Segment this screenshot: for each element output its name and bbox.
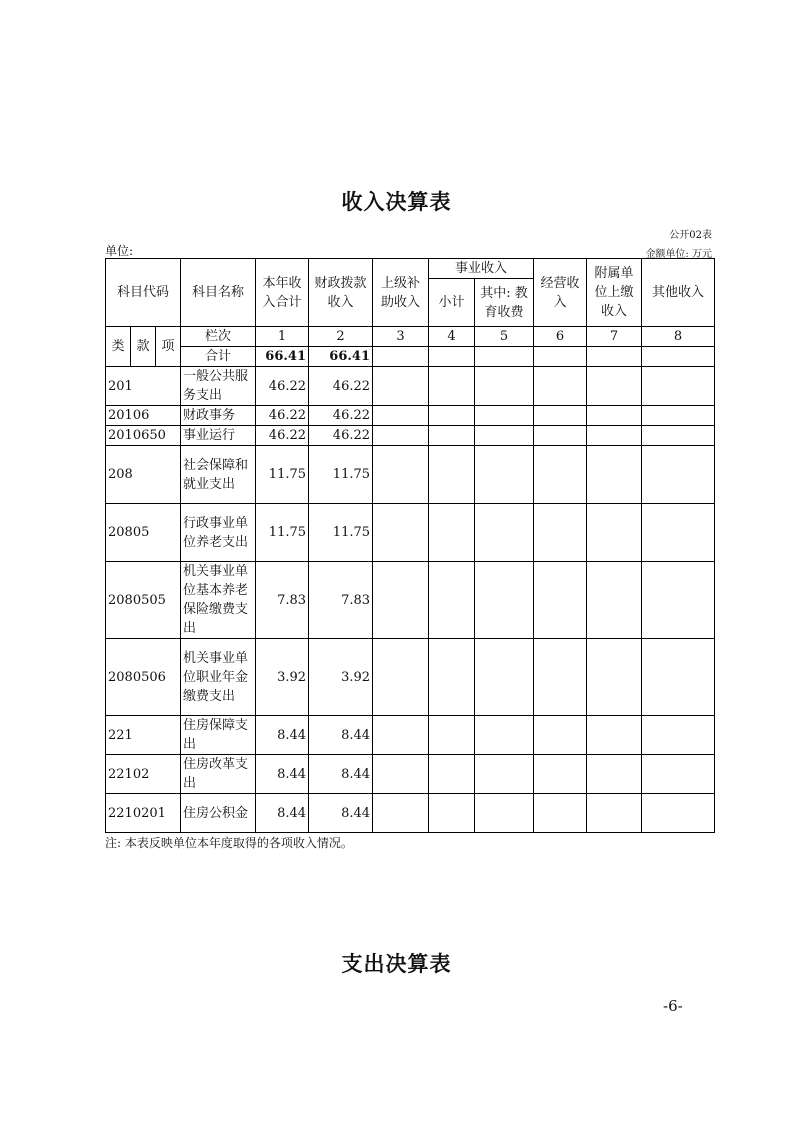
row-empty-cell xyxy=(373,406,429,426)
row-empty-cell xyxy=(534,426,587,446)
row-code: 201 xyxy=(106,367,181,406)
row-fiscal: 46.22 xyxy=(309,426,373,446)
total-fiscal-value: 66.41 xyxy=(309,347,373,367)
row-fiscal: 7.83 xyxy=(309,562,373,639)
row-empty-cell xyxy=(373,716,429,755)
row-empty-cell xyxy=(642,367,715,406)
row-code: 2210201 xyxy=(106,794,181,833)
row-empty-cell xyxy=(475,716,534,755)
row-empty-cell xyxy=(373,504,429,562)
row-empty-cell xyxy=(642,426,715,446)
table-row xyxy=(106,504,715,562)
column-number: 2 xyxy=(309,327,373,347)
row-fiscal: 3.92 xyxy=(309,639,373,716)
row-name: 财政事务 xyxy=(181,406,256,426)
row-empty-cell xyxy=(475,755,534,794)
table-row xyxy=(106,426,715,446)
column-number: 5 xyxy=(475,327,534,347)
row-empty-cell xyxy=(642,446,715,504)
column-number: 4 xyxy=(429,327,475,347)
row-code: 208 xyxy=(106,446,181,504)
row-empty-cell xyxy=(429,716,475,755)
row-empty-cell xyxy=(587,426,642,446)
row-empty-cell xyxy=(534,504,587,562)
row-empty-cell xyxy=(373,794,429,833)
row-empty-cell xyxy=(373,639,429,716)
table-row xyxy=(106,794,715,833)
row-empty-cell xyxy=(429,446,475,504)
table-note: 注: 本表反映单位本年度取得的各项收入情况。 xyxy=(105,836,353,850)
row-empty-cell xyxy=(534,639,587,716)
row-empty-cell xyxy=(587,794,642,833)
row-fiscal: 11.75 xyxy=(309,446,373,504)
row-name: 住房保障支出 xyxy=(181,716,256,755)
row-code: 2080506 xyxy=(106,639,181,716)
row-empty-cell xyxy=(429,639,475,716)
row-empty-cell xyxy=(475,639,534,716)
row-total-income: 7.83 xyxy=(256,562,309,639)
header-affiliated: 附属单位上缴收入 xyxy=(587,259,642,327)
row-name: 一般公共服务支出 xyxy=(181,367,256,406)
header-business: 事业收入 xyxy=(429,259,534,279)
row-code: 2080505 xyxy=(106,562,181,639)
row-empty-cell xyxy=(373,755,429,794)
row-name: 行政事业单位养老支出 xyxy=(181,504,256,562)
table-row xyxy=(106,562,715,639)
header-name: 科目名称 xyxy=(181,259,256,327)
row-empty-cell xyxy=(534,562,587,639)
row-empty-cell xyxy=(642,755,715,794)
row-empty-cell xyxy=(587,562,642,639)
row-empty-cell xyxy=(429,367,475,406)
row-code: 22102 xyxy=(106,755,181,794)
row-empty-cell xyxy=(587,406,642,426)
header-code: 科目代码 xyxy=(106,259,181,327)
row-empty-cell xyxy=(642,716,715,755)
row-total-income: 8.44 xyxy=(256,755,309,794)
row-total-income: 46.22 xyxy=(256,406,309,426)
table-row xyxy=(106,755,715,794)
row-fiscal: 8.44 xyxy=(309,716,373,755)
header-subtotal: 小计 xyxy=(429,279,475,327)
row-empty-cell xyxy=(429,426,475,446)
row-empty-cell xyxy=(642,406,715,426)
row-empty-cell xyxy=(429,562,475,639)
row-total-income: 11.75 xyxy=(256,504,309,562)
row-empty-cell xyxy=(373,426,429,446)
row-total-income: 46.22 xyxy=(256,367,309,406)
row-empty-cell xyxy=(429,794,475,833)
row-name: 社会保障和就业支出 xyxy=(181,446,256,504)
row-empty-cell xyxy=(587,716,642,755)
row-fiscal: 11.75 xyxy=(309,504,373,562)
column-number: 8 xyxy=(642,327,715,347)
column-number: 6 xyxy=(534,327,587,347)
column-number: 3 xyxy=(373,327,429,347)
row-empty-cell xyxy=(475,406,534,426)
row-empty-cell xyxy=(642,504,715,562)
row-empty-cell xyxy=(373,562,429,639)
header-total-income: 本年收入合计 xyxy=(256,259,309,327)
form-number: 公开02表 xyxy=(669,230,712,241)
currency-unit: 金额单位: 万元 xyxy=(645,249,712,260)
row-empty-cell xyxy=(587,367,642,406)
row-code: 20805 xyxy=(106,504,181,562)
row-empty-cell xyxy=(475,504,534,562)
table-row xyxy=(106,639,715,716)
table-row xyxy=(106,406,715,426)
row-empty-cell xyxy=(534,716,587,755)
header-other: 其他收入 xyxy=(642,259,715,327)
row-code: 20106 xyxy=(106,406,181,426)
row-total-income: 11.75 xyxy=(256,446,309,504)
row-empty-cell xyxy=(534,755,587,794)
row-fiscal: 46.22 xyxy=(309,367,373,406)
row-empty-cell xyxy=(534,367,587,406)
unit-label: 单位: xyxy=(105,244,134,258)
header-edu-fee: 其中: 教育收费 xyxy=(475,279,534,327)
row-empty-cell xyxy=(587,639,642,716)
table-row xyxy=(106,716,715,755)
page-title: 收入决算表 xyxy=(341,190,452,214)
row-empty-cell xyxy=(475,446,534,504)
row-name: 住房公积金 xyxy=(181,794,256,833)
row-total-income: 46.22 xyxy=(256,426,309,446)
row-empty-cell xyxy=(587,755,642,794)
row-total-income: 8.44 xyxy=(256,794,309,833)
row-empty-cell xyxy=(475,367,534,406)
row-code: 2010650 xyxy=(106,426,181,446)
row-name: 事业运行 xyxy=(181,426,256,446)
row-total-income: 8.44 xyxy=(256,716,309,755)
row-empty-cell xyxy=(475,794,534,833)
header-superior: 上级补助收入 xyxy=(373,259,429,327)
header-xiang: 项 xyxy=(156,327,181,367)
row-fiscal: 8.44 xyxy=(309,755,373,794)
row-empty-cell xyxy=(642,794,715,833)
row-empty-cell xyxy=(534,794,587,833)
page-number: -6- xyxy=(663,997,683,1015)
table-row xyxy=(106,367,715,406)
row-empty-cell xyxy=(534,446,587,504)
table-row xyxy=(106,446,715,504)
row-empty-cell xyxy=(429,406,475,426)
header-fiscal: 财政拨款收入 xyxy=(309,259,373,327)
total-income-value: 66.41 xyxy=(256,347,309,367)
row-name: 机关事业单位职业年金缴费支出 xyxy=(181,639,256,716)
row-name: 住房改革支出 xyxy=(181,755,256,794)
row-empty-cell xyxy=(373,446,429,504)
row-empty-cell xyxy=(475,426,534,446)
header-operating: 经营收入 xyxy=(534,259,587,327)
row-empty-cell xyxy=(373,367,429,406)
row-code: 221 xyxy=(106,716,181,755)
next-section-title: 支出决算表 xyxy=(341,952,452,976)
column-number: 7 xyxy=(587,327,642,347)
column-number: 1 xyxy=(256,327,309,347)
header-column-label: 栏次 xyxy=(181,327,256,347)
income-table xyxy=(105,258,715,833)
row-empty-cell xyxy=(642,639,715,716)
row-name: 机关事业单位基本养老保险缴费支出 xyxy=(181,562,256,639)
row-empty-cell xyxy=(534,406,587,426)
row-empty-cell xyxy=(475,562,534,639)
row-empty-cell xyxy=(429,504,475,562)
row-fiscal: 8.44 xyxy=(309,794,373,833)
row-fiscal: 46.22 xyxy=(309,406,373,426)
total-label: 合计 xyxy=(181,347,256,367)
row-empty-cell xyxy=(587,446,642,504)
header-kuan: 款 xyxy=(131,327,156,367)
row-empty-cell xyxy=(642,562,715,639)
row-total-income: 3.92 xyxy=(256,639,309,716)
row-empty-cell xyxy=(429,755,475,794)
header-lei: 类 xyxy=(106,327,131,367)
row-empty-cell xyxy=(587,504,642,562)
